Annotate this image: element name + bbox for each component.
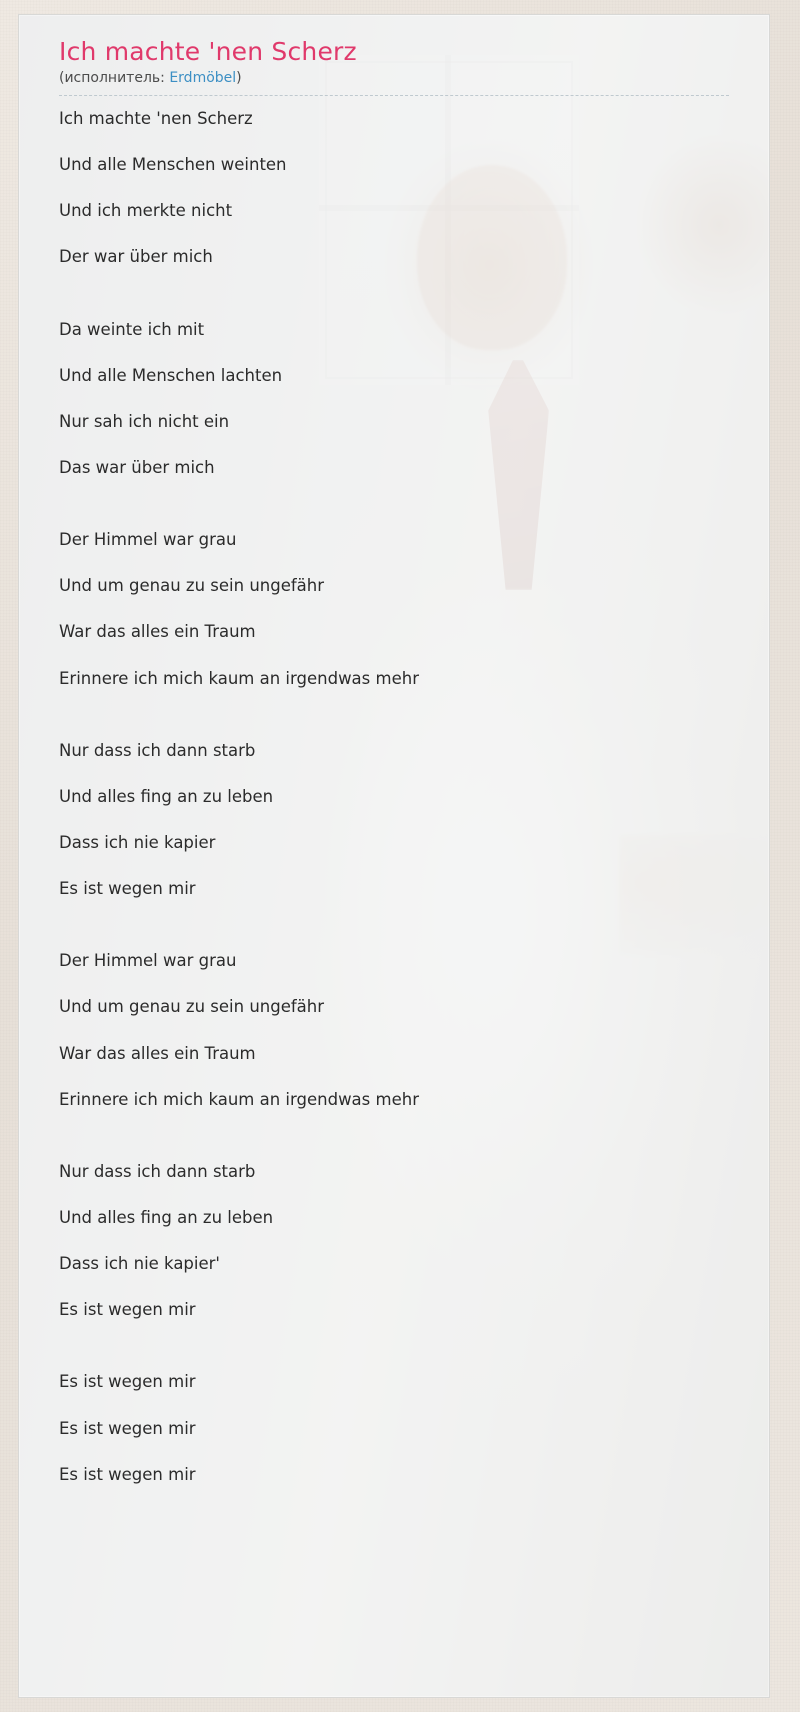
lyric-line: Nur dass ich dann starb	[59, 740, 256, 760]
artist-link[interactable]: Erdmöbel	[169, 70, 237, 86]
lyric-line: Es ist wegen mir	[59, 1464, 196, 1484]
page-title: Ich machte 'nen Scherz	[59, 37, 357, 66]
lyric-spacer	[59, 1137, 729, 1143]
lyric-line: War das alles ein Traum	[59, 622, 256, 642]
lyric-line: Und um genau zu sein ungefähr	[59, 997, 325, 1017]
lyric-line: Es ist wegen mir	[59, 1300, 196, 1320]
lyric-spacer	[59, 926, 729, 932]
lyric-line: Der Himmel war grau	[59, 530, 237, 550]
lyric-spacer	[59, 295, 729, 301]
lyric-spacer	[59, 716, 729, 722]
lyrics-body	[59, 110, 729, 1484]
lyric-line: Es ist wegen mir	[59, 1372, 196, 1392]
artist-byline	[59, 70, 729, 96]
lyric-line: Da weinte ich mit	[59, 319, 205, 339]
lyric-line: Nur dass ich dann starb	[59, 1161, 256, 1181]
lyric-line: Der war über mich	[59, 247, 213, 267]
lyric-line: Dass ich nie kapier'	[59, 1254, 220, 1274]
artist-suffix: )	[236, 70, 242, 86]
lyric-line: Dass ich nie kapier	[59, 832, 216, 852]
lyric-line: Erinnere ich mich kaum an irgendwas mehr	[59, 668, 419, 688]
lyric-line: War das alles ein Traum	[59, 1043, 256, 1063]
lyric-line: Es ist wegen mir	[59, 879, 196, 899]
lyric-line: Und alle Menschen lachten	[59, 365, 283, 385]
lyric-line: Und ich merkte nicht	[59, 201, 233, 221]
lyric-line: Und alles fing an zu leben	[59, 786, 274, 806]
lyrics-card	[18, 14, 770, 1698]
lyric-line: Erinnere ich mich kaum an irgendwas mehr	[59, 1089, 419, 1109]
lyric-line: Der Himmel war grau	[59, 951, 237, 971]
lyric-line: Und um genau zu sein ungefähr	[59, 576, 325, 596]
lyric-line: Und alles fing an zu leben	[59, 1207, 274, 1227]
lyric-line: Das war über mich	[59, 457, 215, 477]
lyric-spacer	[59, 1347, 729, 1353]
lyric-line: Ich machte 'nen Scherz	[59, 109, 253, 128]
lyric-line: Nur sah ich nicht ein	[59, 411, 230, 431]
lyric-line: Und alle Menschen weinten	[59, 155, 287, 175]
lyric-line: Es ist wegen mir	[59, 1418, 196, 1438]
content-area	[19, 15, 769, 1484]
lyric-spacer	[59, 505, 729, 511]
artist-label: (исполнитель:	[59, 70, 165, 86]
